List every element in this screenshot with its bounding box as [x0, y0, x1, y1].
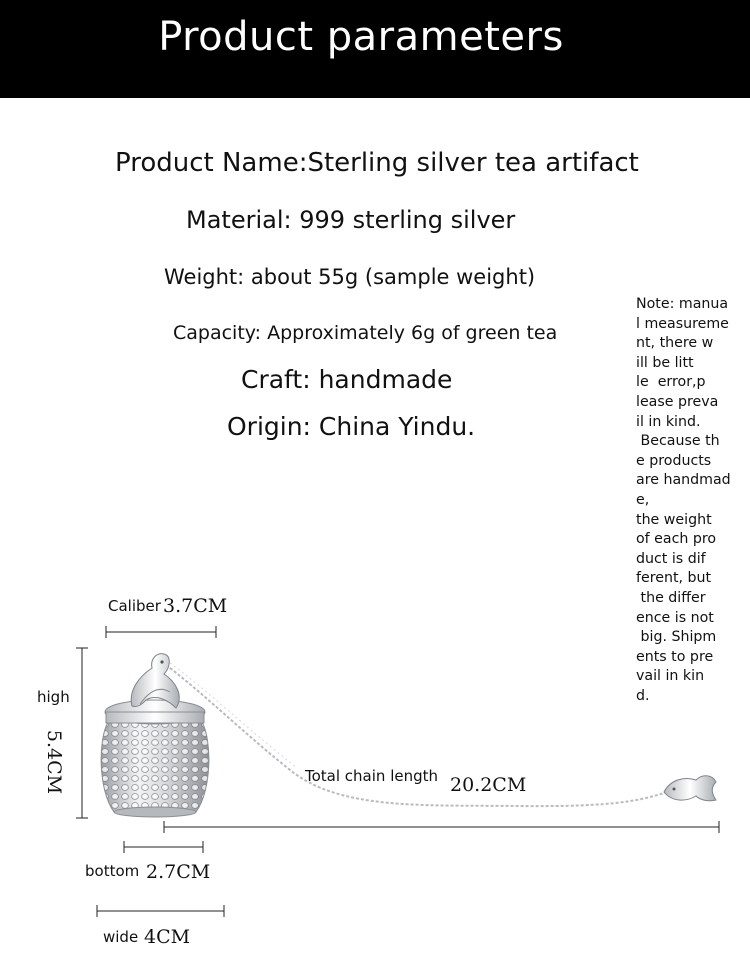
wide-dimension-line: [97, 905, 224, 917]
note-line: big. Shipm: [636, 629, 717, 646]
caliber-dimension-line: [106, 626, 216, 638]
spec-weight: Weight: about 55g (sample weight): [164, 265, 536, 289]
note-line: ence is not: [636, 609, 714, 626]
note-line: duct is dif: [636, 550, 706, 567]
spec-craft: Craft: handmade: [241, 365, 453, 394]
wide-value: 4CM: [144, 926, 191, 948]
wide-label: wide: [103, 928, 139, 946]
chain-length-value: 20.2CM: [450, 774, 527, 796]
note-line: nt, there w: [636, 335, 714, 352]
spec-origin: Origin: China Yindu.: [227, 412, 476, 441]
fish-charm: [664, 776, 716, 801]
tea-infuser-body: [101, 654, 209, 817]
spec-material: Material: 999 sterling silver: [186, 206, 516, 234]
note-line: vail in kin: [636, 668, 705, 685]
high-label: high: [37, 688, 70, 706]
note-line: e products: [636, 452, 712, 469]
note-line: l measureme: [636, 315, 729, 332]
bottom-dimension-line: [124, 841, 203, 853]
note-line: d.: [636, 687, 650, 704]
note-line: ents to pre: [636, 648, 714, 665]
note-line: the weight: [636, 511, 712, 528]
high-value: 5.4CM: [43, 729, 66, 795]
note-line: il in kind.: [636, 413, 701, 430]
caliber-value: 3.7CM: [163, 595, 228, 617]
note-line: ferent, but: [636, 570, 712, 587]
note-line: le error,p: [636, 374, 706, 391]
note-line: lease preva: [636, 393, 719, 410]
height-dimension-line: [76, 648, 88, 818]
note-line: Because th: [636, 433, 720, 450]
note-line: Note: manua: [636, 296, 729, 312]
chain-length-label: Total chain length: [305, 767, 439, 785]
chain-dimension-line: [164, 821, 719, 833]
caliber-label: Caliber: [108, 597, 161, 615]
note-line: the differ: [636, 589, 706, 606]
note-line: e,: [636, 491, 650, 508]
bottom-value: 2.7CM: [146, 861, 211, 883]
page-title: Product parameters: [158, 14, 564, 60]
bottom-label: bottom: [85, 862, 140, 880]
note-line: of each pro: [636, 531, 717, 548]
spec-capacity: Capacity: Approximately 6g of green tea: [173, 322, 558, 344]
note-line: ill be litt: [636, 354, 694, 371]
note-line: are handmad: [636, 472, 731, 489]
spec-product-name: Product Name:Sterling silver tea artifact: [115, 148, 639, 178]
